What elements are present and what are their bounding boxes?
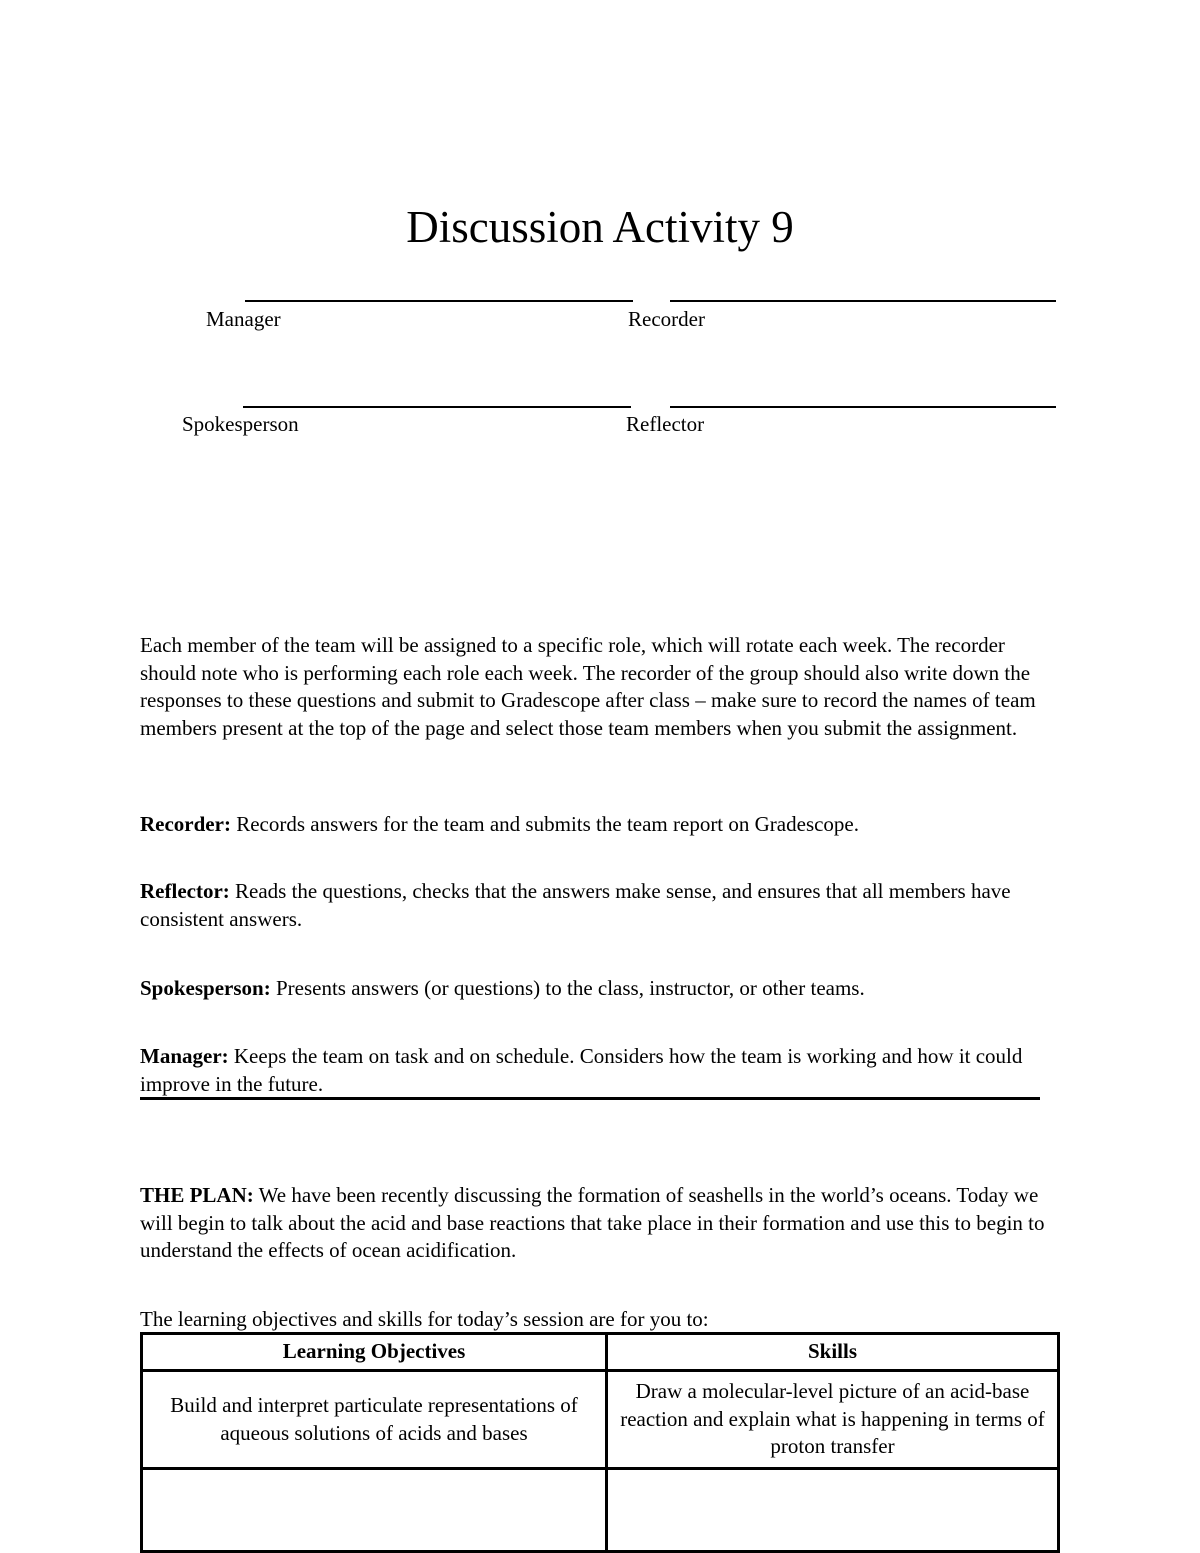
spokesperson-description xyxy=(140,975,1060,1003)
spokesperson-role-label: Spokesperson xyxy=(182,412,299,436)
manager-description-text: Keeps the team on task and on schedule. Considers how the team is working and how it could improve in the future. xyxy=(140,1044,1023,1096)
reflector-description-text: Reads the questions, checks that the answers make sense, and ensures that all members have consistent answers. xyxy=(140,879,1011,931)
table-header-row xyxy=(142,1334,1059,1371)
spokesperson-description-text: Presents answers (or questions) to the class, instructor, or other teams. xyxy=(270,976,865,1000)
objectives-table xyxy=(140,1332,1060,1553)
spokesperson-name-line[interactable] xyxy=(243,406,631,408)
page-title: Discussion Activity 9 xyxy=(406,202,794,252)
objective-cell-empty xyxy=(142,1469,607,1552)
reflector-description xyxy=(140,878,1060,933)
intro-paragraph: Each member of the team will be assigned to a specific role, which will rotate each week. The recorder should note who is performing each role each week. The recorder of the group should also write down the responses to these questions and submit to Gradescope after class – make sure to record the names of team members present at the top of the page and select those team members when you submit the assignment. xyxy=(140,633,1036,740)
recorder-description xyxy=(140,811,1060,839)
recorder-role-label: Recorder xyxy=(628,307,705,331)
manager-role-label: Manager xyxy=(206,307,281,331)
objectives-intro: The learning objectives and skills for today’s session are for you to: xyxy=(140,1307,709,1331)
learning-objectives-header: Learning Objectives xyxy=(142,1334,607,1371)
plan-text: We have been recently discussing the formation of seashells in the world’s oceans. Today we will begin to talk about the acid and base reactions that take place in their formation and use this to begin to understand the effects of ocean acidification. xyxy=(140,1183,1045,1262)
objective-cell: Build and interpret particulate representations of aqueous solutions of acids and bases xyxy=(142,1371,607,1469)
skill-cell: Draw a molecular-level picture of an acid-base reaction and explain what is happening in terms of proton transfer xyxy=(607,1371,1059,1469)
table-row-empty xyxy=(142,1469,1059,1552)
reflector-name-line[interactable] xyxy=(670,406,1056,408)
skills-header: Skills xyxy=(607,1334,1059,1371)
recorder-description-label: Recorder: xyxy=(140,812,231,836)
table-row xyxy=(142,1371,1059,1469)
reflector-role-label: Reflector xyxy=(626,412,705,436)
section-divider xyxy=(140,1097,1040,1100)
skill-cell-empty xyxy=(607,1469,1059,1552)
manager-description-label: Manager: xyxy=(140,1044,229,1068)
manager-description xyxy=(140,1043,1060,1098)
spokesperson-description-label: Spokesperson: xyxy=(140,976,271,1000)
manager-name-line[interactable] xyxy=(245,300,633,302)
plan-paragraph xyxy=(140,1182,1060,1265)
recorder-name-line[interactable] xyxy=(670,300,1056,302)
recorder-description-text: Records answers for the team and submits the team report on Gradescope. xyxy=(230,812,860,836)
reflector-description-label: Reflector: xyxy=(140,879,230,903)
plan-label: THE PLAN: xyxy=(140,1183,254,1207)
